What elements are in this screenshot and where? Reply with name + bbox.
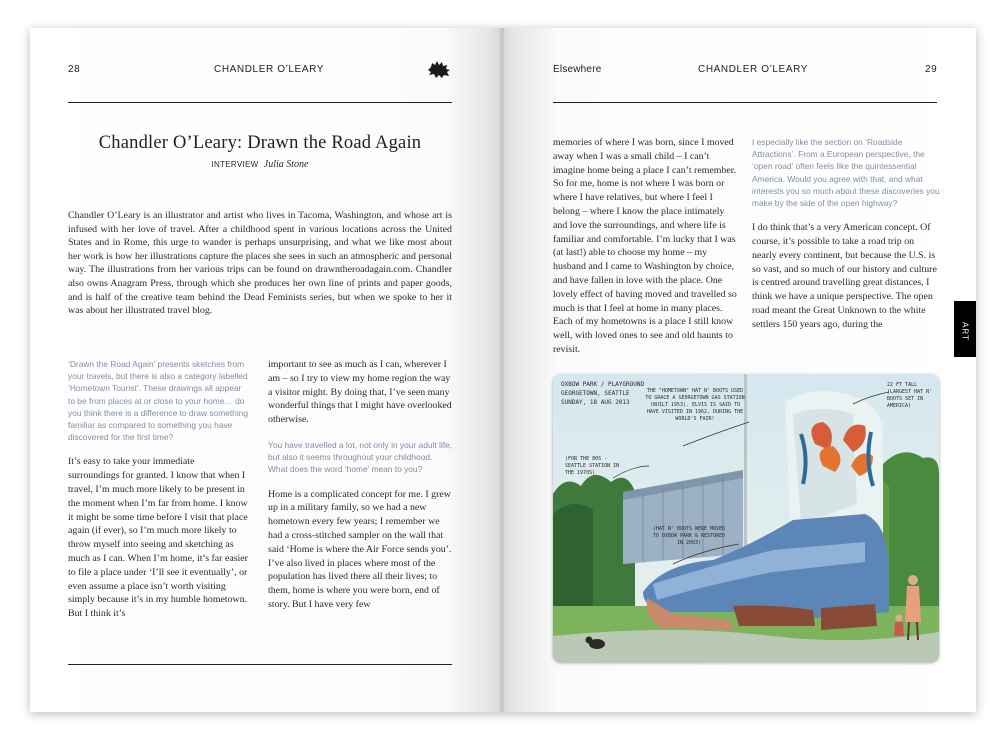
article-title: Chandler O’Leary: Drawn the Road Again	[98, 133, 422, 153]
byline-author: Julia Stone	[263, 159, 309, 170]
boot-sketch-image	[553, 374, 939, 662]
sketch-caption	[561, 380, 644, 407]
footer-rule-left	[68, 664, 452, 665]
sketchbook-illustration	[553, 374, 939, 662]
byline-label: INTERVIEW	[211, 160, 259, 169]
page-number-right: 29	[925, 64, 938, 75]
page-number-left: 28	[68, 64, 81, 75]
section-tab	[954, 301, 976, 357]
page-gutter	[500, 28, 504, 712]
sketch-city: GEORGETOWN, SEATTLE	[561, 390, 630, 397]
running-head-left: CHANDLER O’LEARY	[214, 64, 325, 75]
sketch-note-moved: (HAT N' BOOTS WERE MOVED TO OXBOW PARK & RESTORED IN 2003)	[652, 526, 726, 546]
answer-text: Home is a complicated concept for me. I grew up in a military family, so we had a new hometown every few years; I remember we had a cross-stitched sampler on the wall that said ‘Home is where the Air Force sends you’. I’ve also lived in places where most of the population has lived there all their lives; to them, home is where you were born, end of story. But I have very few	[268, 488, 452, 610]
section-name: Elsewhere	[553, 64, 602, 75]
left-column-1	[68, 358, 248, 621]
question-text: You have travelled a lot, not only in your adult life, but also it seems throughout your childhood. What does the word ‘home’ mean to you?	[268, 439, 453, 475]
left-column-2	[268, 358, 454, 612]
sketch-location: OXBOW PARK / PLAYGROUND	[561, 381, 645, 388]
running-head-right: CHANDLER O’LEARY	[698, 64, 809, 75]
section-tab-label: ART	[960, 322, 970, 341]
answer-text: I do think that’s a very American concept. Of course, it’s possible to take a road trip on nearly every continent, but because the U.S. is so vast, and so much of our history and culture is centred around travelling great distances, I think we have a unique perspective. The open road meant the Great Unknown to the white settlers 150 years ago, during the	[752, 222, 937, 330]
header-rule-left	[68, 102, 452, 103]
sketch-note-station: (FOR THE 80S - SEATTLE STATION IN THE 1970S)	[565, 456, 620, 476]
header-rule-right	[553, 102, 937, 103]
right-column-1	[553, 136, 741, 357]
intro-paragraph: Chandler O’Leary is an illustrator and artist who lives in Tacoma, Washington, and whose art is infused with her love of travel. After a childhood spent in various locations across the United States and in Rome, this urge to wander is perhaps unsurprising, and what we like most about her work is how her illustrations capture the places she sees in such an atmospheric and personal way. The illustrations from her various trips can be found on drawntheroadagain.com. Chandler also owns Anagram Press, through which she produces her own line of prints and paper goods, and is half of the creative team behind the Dead Feminists series, but when we spoke to her it was about her illustrated travel blog.	[68, 210, 452, 317]
answer-text: important to see as much as I can, wherever I am – so I try to view my home region the way a visitor might. By doing that, I’ve seen many wonderful things that I might have overlooked otherwise.	[268, 359, 452, 426]
answer-text: memories of where I was born, since I moved away when I was a small child – I can’t imagine home being a place I can’t remember. So for me, home is not where I was born or where I have relatives, but where I feel I belong – where I know the place intimately and love the surroundings, and where life is familiar and comfortable. I’m lucky that I was (at last!) able to choose my home – my husband and I came to Washington by choice, and have fallen in love with the place. One lovely effect of having moved and travelled so much is that I feel at home in many places. Each of my hometowns is a place I still know well, with loved ones to see and old haunts to revisit.	[553, 137, 737, 355]
magazine-logo-icon	[425, 58, 453, 80]
sketch-date: SUNDAY, 18 AUG 2013	[561, 399, 630, 406]
sketch-note-hat: THE "HOMETOWN" HAT N' BOOTS USED TO GRACE A GEORGETOWN GAS STATION (BUILT 1953). ELVIS IS SAID TO HAVE VISITED IN 1962, DURING THE WORLD'S FAIR!	[645, 388, 745, 422]
question-text: I especially like the section on ‘Roadside Attractions’. From a European perspective, the ‘open road’ often feels like the quintessential America. Would you agree with that, and what interests you so much about these discoveries you make by the side of the open highway?	[752, 137, 940, 209]
right-column-2	[752, 136, 940, 332]
sketch-note-height: 22 FT TALL (LARGEST HAT N' BOOTS SET IN AMERICA)	[887, 382, 933, 409]
answer-text: It’s easy to take your immediate surroundings for granted. I know that when I travel, I’m much more likely to be present in the moment when I’m far from home. I know it might be some time before I visit that place again (if ever), so I’m much more likely to throw myself into seeing and sketching as much as I can. When I’m home, it’s far easier to file a place under ‘I’ll see it eventually’, or even assume a place isn’t worth visiting simply because it’s in my humble hometown. But I think it’s	[68, 456, 248, 620]
question-text: ‘Drawn the Road Again’ presents sketches from your travels, but there is also a category labelled ‘Hometown Tourist’. These drawings all appear to be from places at or close to your home… do you think there is a difference to draw something familiar as compared to something you have discovered for the first time?	[68, 359, 249, 443]
byline	[68, 159, 452, 170]
